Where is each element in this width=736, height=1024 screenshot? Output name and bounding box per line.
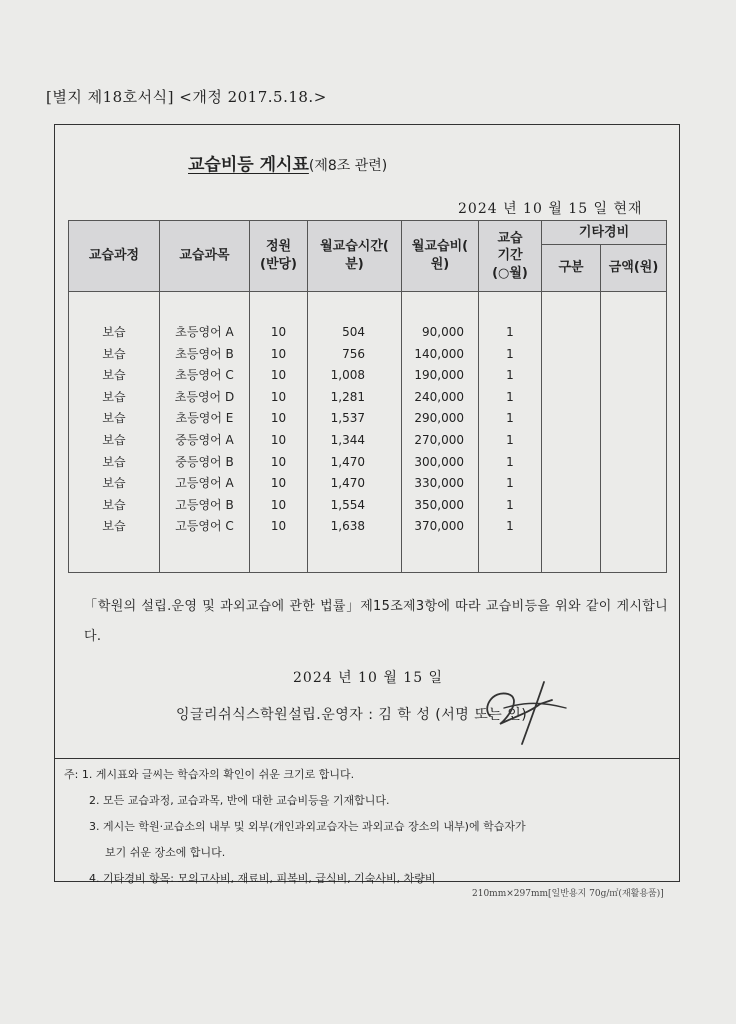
cell-capacity-6: 10 <box>270 432 287 447</box>
cell-course-9: 보습 <box>102 497 126 512</box>
fee-table <box>68 220 667 573</box>
cell-minutes-10: 1,638 <box>330 519 365 534</box>
cell-minutes-3: 1,008 <box>330 368 365 383</box>
column-course <box>69 292 160 573</box>
note-4: 4. 기타경비 항목: 모의고사비, 재료비, 피복비, 급식비, 기숙사비, 차량비 <box>89 872 436 885</box>
form-number: [별지 제18호서식] <개정 2017.5.18.> <box>46 88 327 106</box>
header-fee: 월교습비( 원) <box>402 221 479 292</box>
cell-subject-2: 초등영어 B <box>175 346 234 361</box>
cell-subject-10: 고등영어 C <box>175 519 234 534</box>
cell-minutes-8: 1,470 <box>330 476 365 491</box>
cell-period-2: 1 <box>506 346 514 361</box>
cell-period-10: 1 <box>506 519 514 534</box>
cell-subject-8: 고등영어 A <box>175 476 234 491</box>
cell-fee-2: 140,000 <box>414 346 464 361</box>
cell-course-10: 보습 <box>102 519 126 534</box>
cell-capacity-7: 10 <box>270 454 287 469</box>
cell-capacity-8: 10 <box>270 476 287 491</box>
note-3-continued: 보기 쉬운 장소에 합니다. <box>105 846 226 859</box>
cell-subject-1: 초등영어 A <box>175 325 234 339</box>
header-capacity: 정원 (반당) <box>250 221 308 292</box>
cell-fee-10: 370,000 <box>414 519 464 534</box>
title-main: 교습비등 게시표 <box>188 155 309 175</box>
cell-course-8: 보습 <box>102 476 126 491</box>
header-course: 교습과정 <box>69 221 160 292</box>
notes-divider <box>54 758 680 759</box>
column-capacity <box>250 292 308 573</box>
column-other-amount <box>601 292 667 573</box>
cell-capacity-3: 10 <box>270 368 287 383</box>
note-3: 3. 게시는 학원·교습소의 내부 및 외부(개인과외교습자는 과외교습 장소의 내부)에 학습자가 <box>89 820 526 833</box>
cell-period-1: 1 <box>506 325 514 339</box>
column-fee <box>402 292 479 573</box>
cell-subject-3: 초등영어 C <box>175 368 234 383</box>
column-period <box>479 292 542 573</box>
note-2: 2. 모든 교습과정, 교습과목, 반에 대한 교습비등을 기재합니다. <box>89 794 390 807</box>
handwritten-signature <box>478 678 570 748</box>
cell-fee-3: 190,000 <box>414 368 464 383</box>
operator-signature-line: 잉글리쉬식스학원설립.운영자 : 김 학 성 (서명 또는 인) <box>176 707 528 723</box>
cell-fee-7: 300,000 <box>414 454 464 469</box>
header-minutes: 월교습시간( 분) <box>308 221 402 292</box>
cell-minutes-9: 1,554 <box>330 497 365 512</box>
cell-course-7: 보습 <box>102 454 126 469</box>
cell-course-6: 보습 <box>102 432 126 447</box>
cell-period-5: 1 <box>506 411 514 426</box>
cell-capacity-10: 10 <box>270 519 287 534</box>
cell-fee-8: 330,000 <box>414 476 464 491</box>
cell-fee-6: 270,000 <box>414 432 464 447</box>
notice-text: 「학원의 설립.운영 및 과외교습에 관한 법률」제15조제3항에 따라 교습비등을 위와 같이 게시합니다. <box>84 599 668 644</box>
cell-subject-5: 초등영어 E <box>175 411 234 426</box>
cell-period-7: 1 <box>506 454 514 469</box>
cell-course-3: 보습 <box>102 368 126 383</box>
cell-fee-4: 240,000 <box>414 389 464 404</box>
cell-subject-4: 초등영어 D <box>174 389 235 404</box>
cell-course-2: 보습 <box>102 346 126 361</box>
cell-minutes-2: 756 <box>342 346 365 361</box>
cell-course-1: 보습 <box>102 325 126 339</box>
cell-subject-7: 중등영어 B <box>175 454 234 469</box>
column-other-type <box>542 292 601 573</box>
cell-course-4: 보습 <box>102 389 126 404</box>
cell-period-8: 1 <box>506 476 514 491</box>
cell-capacity-9: 10 <box>270 497 287 512</box>
cell-fee-5: 290,000 <box>414 411 464 426</box>
header-period: 교습 기간 (○월) <box>479 221 542 292</box>
column-subject <box>160 292 250 573</box>
header-other-type: 구분 <box>542 245 601 292</box>
column-minutes <box>308 292 402 573</box>
cell-capacity-1: 10 <box>270 325 287 339</box>
cell-minutes-4: 1,281 <box>330 389 365 404</box>
header-other-expenses: 기타경비 <box>542 221 667 245</box>
cell-capacity-2: 10 <box>270 346 287 361</box>
cell-minutes-6: 1,344 <box>330 432 365 447</box>
cell-capacity-5: 10 <box>270 411 287 426</box>
header-subject: 교습과목 <box>160 221 250 292</box>
document-title <box>188 150 387 175</box>
title-sub: (제8조 관련) <box>308 158 388 174</box>
cell-capacity-4: 10 <box>270 389 287 404</box>
cell-period-9: 1 <box>506 497 514 512</box>
cell-fee-1: 90,000 <box>422 325 464 339</box>
cell-minutes-5: 1,537 <box>330 411 365 426</box>
paper-spec: 210mm×297mm[일반용지 70g/㎡(재활용품)] <box>472 889 664 899</box>
signature-date: 2024 년 10 월 15 일 <box>293 670 444 686</box>
cell-course-5: 보습 <box>102 411 126 426</box>
cell-period-3: 1 <box>506 368 514 383</box>
cell-minutes-1: 504 <box>342 325 365 339</box>
as-of-date: 2024 년 10 월 15 일 현재 <box>458 201 643 217</box>
cell-period-4: 1 <box>506 389 514 404</box>
cell-period-6: 1 <box>506 432 514 447</box>
cell-subject-9: 고등영어 B <box>175 497 234 512</box>
header-other-amount: 금액(원) <box>601 245 667 292</box>
cell-minutes-7: 1,470 <box>330 454 365 469</box>
cell-subject-6: 중등영어 A <box>175 432 234 447</box>
cell-fee-9: 350,000 <box>414 497 464 512</box>
note-1: 주: 1. 게시표와 글씨는 학습자의 확인이 쉬운 크기로 합니다. <box>64 768 355 781</box>
